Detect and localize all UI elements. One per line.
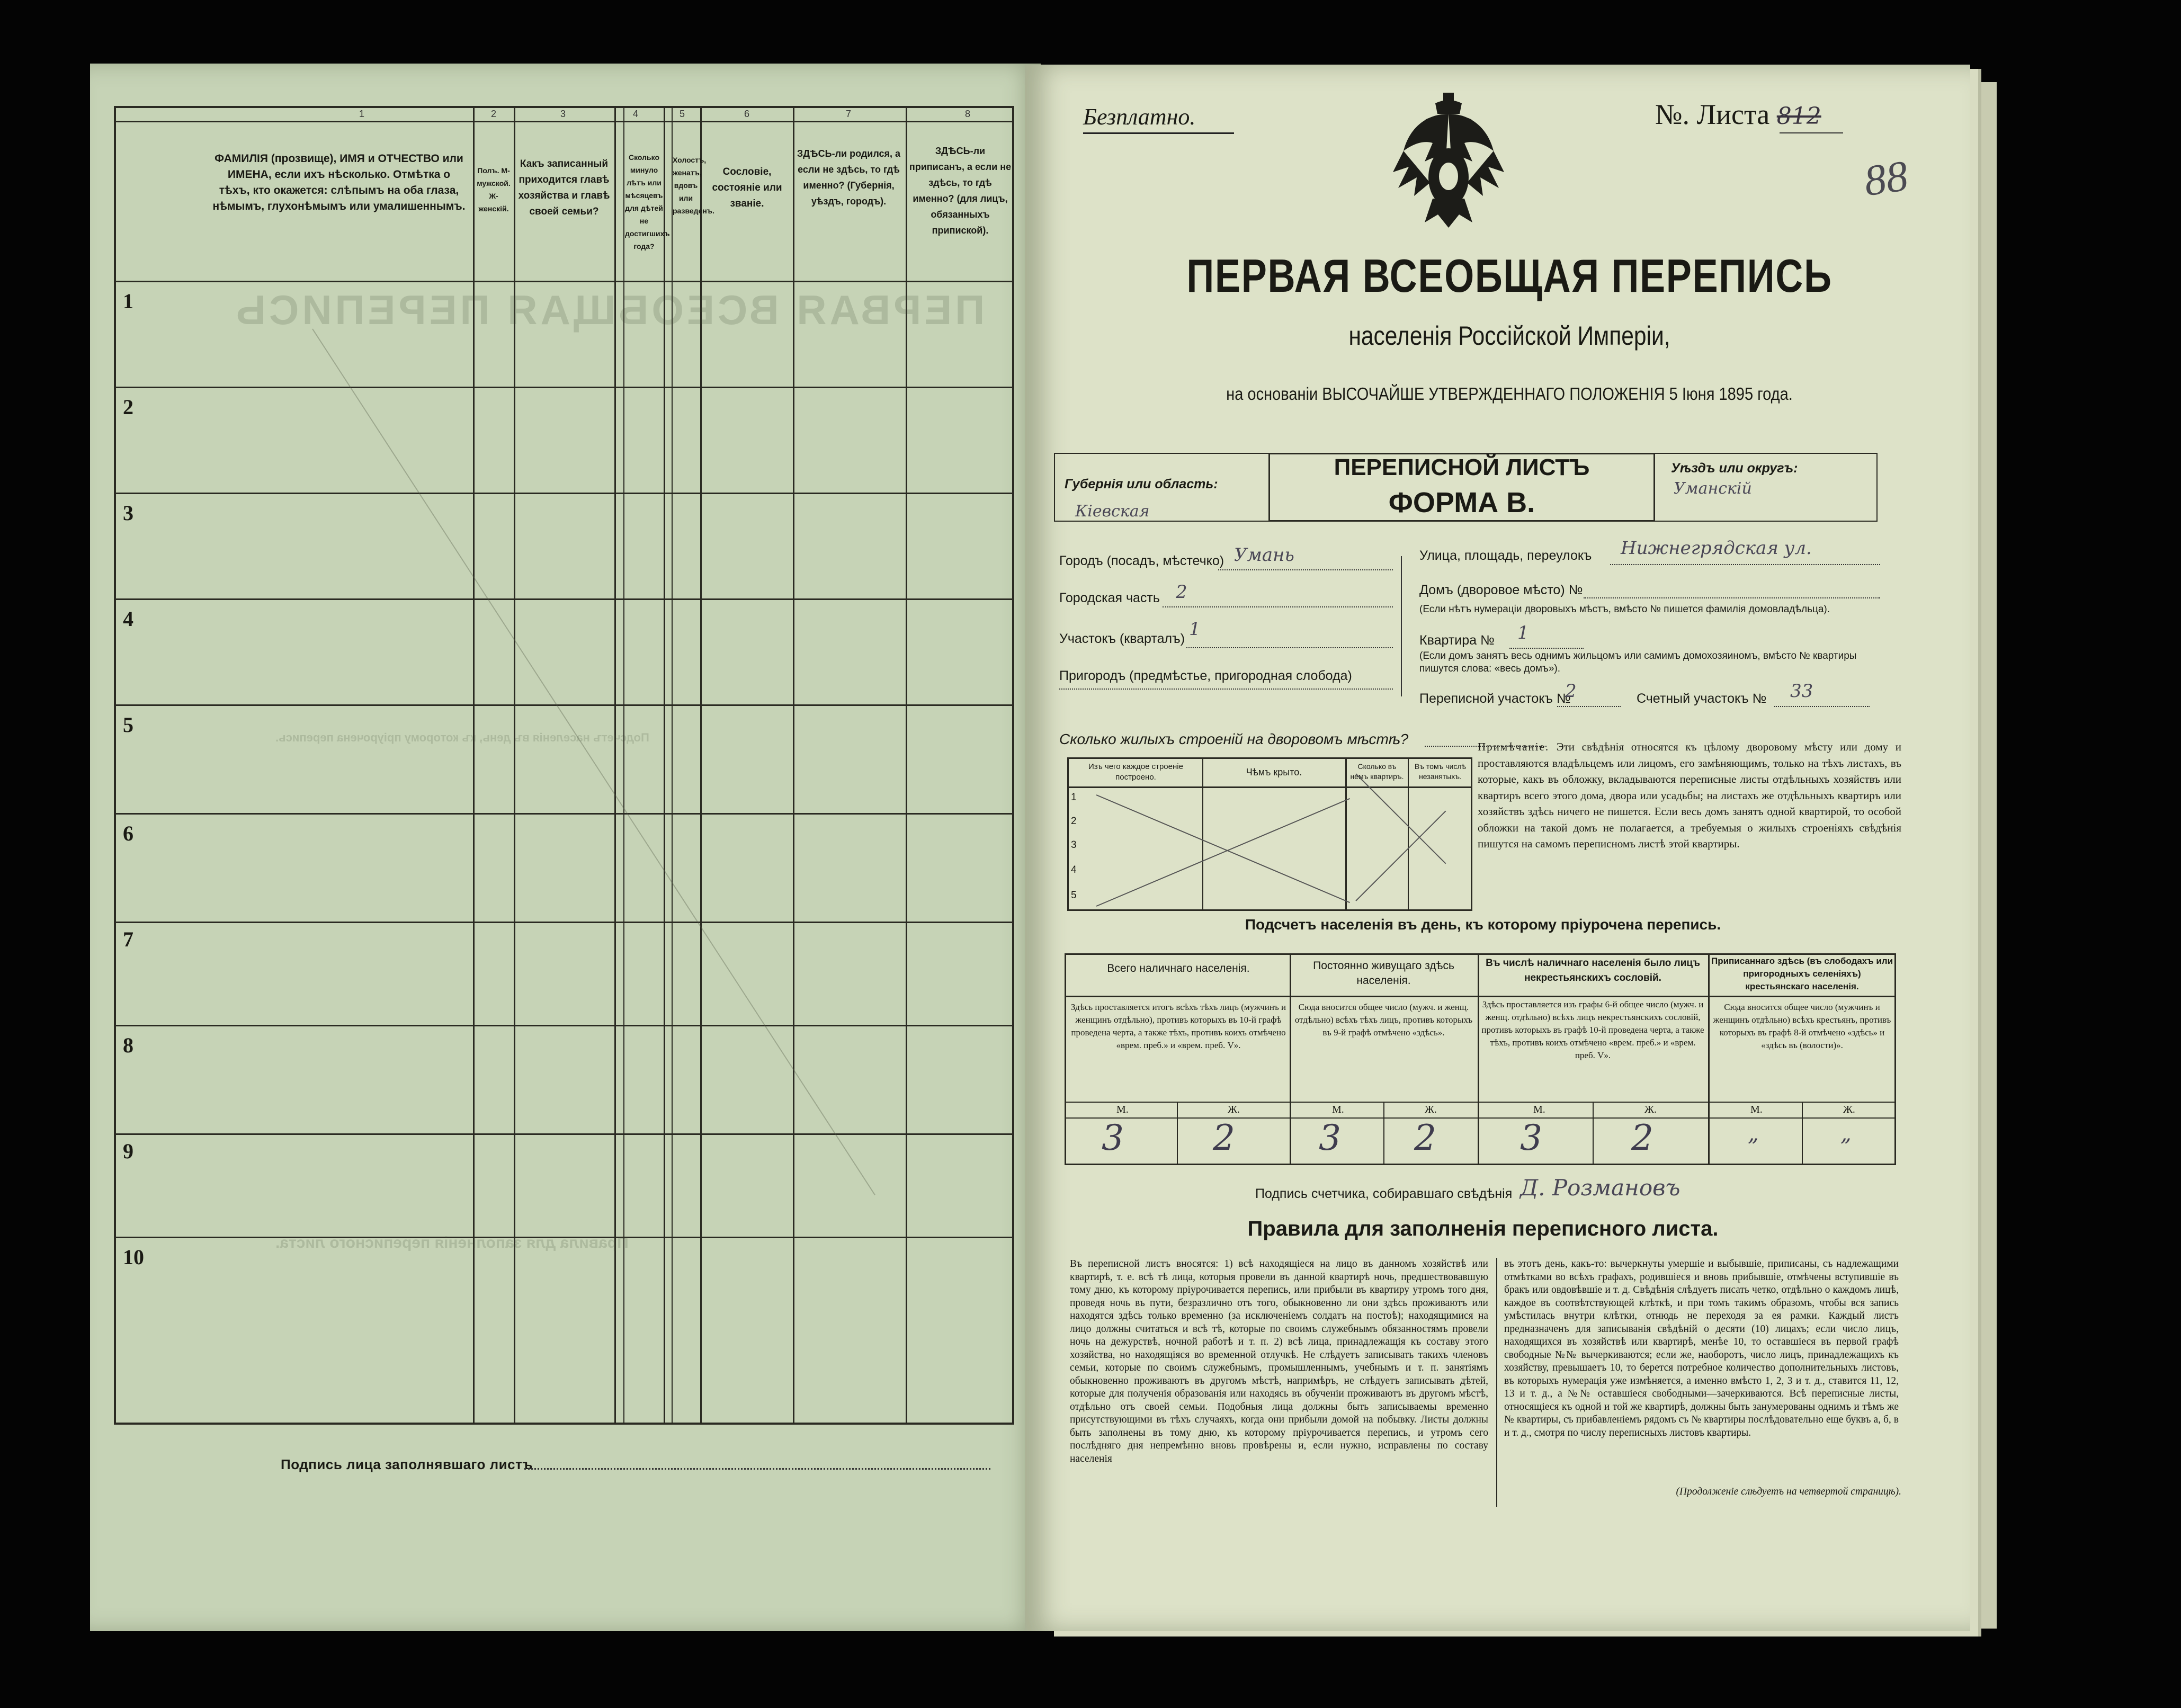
pop-col-text: Сюда вносится общее число (мужчинъ и женщинъ отдѣльно) всѣхъ крестьянъ, противъ которыхъ въ графѣ 8-й отмѣчено «здѣсь» и «здѣсь въ (волости)».: [1713, 1002, 1891, 1050]
pop-col-text: Здѣсь проставляется изъ графы 6-й общее число (мужч. и женщ. отдѣльно) всѣхъ лицъ некрестьянскихъ сословій, противъ которыхъ въ графѣ 10-й проведена черта, а также тѣхъ, противъ коихъ отмѣчено «врем. преб.» и «врем. преб. V».: [1481, 999, 1704, 1060]
row-number: 3: [123, 501, 133, 525]
perepis-uchastok-label: Переписной участокъ №: [1419, 691, 1571, 706]
column-number: 6: [744, 109, 750, 119]
city-value: Умань: [1234, 544, 1294, 566]
col2-header: Полъ. М-мужской. Ж-женскій.: [477, 166, 511, 213]
counter-signature: Д. Розмановъ: [1520, 1175, 1681, 1201]
column-number: 1: [359, 109, 365, 119]
pop-col-text: Сюда вносится общее число (мужч. и женщ. отдѣльно) всѣхъ тѣхъ лицъ, противъ которыхъ въ 9-й графѣ отмѣчено «здѣсь».: [1294, 1002, 1473, 1038]
pop-mf-divider: [1383, 1102, 1384, 1165]
row-rule: [114, 387, 1014, 388]
pop-heading: Подсчетъ населенія въ день, къ которому пріурочена перепись.: [1245, 916, 1721, 933]
uezd-value: Уманскій: [1674, 479, 1752, 498]
document-basis: на основаніи ВЫСОЧАЙШЕ УТВЕРЖДЕННАГО ПОЛОЖЕНІЯ 5 Іюня 1895 года.: [1226, 384, 1793, 404]
free-label: Безплатно.: [1083, 104, 1196, 130]
note-text: Эти свѣдѣнія относятся къ цѣлому дворовому мѣсту или дому и проставляются владѣльцемъ или лицомъ, его замѣняющимъ, только на тѣхъ листахъ, въ которые, какъ въ обложку, вкладываются переписные листы отдѣльныхъ хозяйствъ или квартиръ всего этого дома, двора или усадьбы; на листахъ же отдѣльныхъ квартиръ или хозяйствъ здѣсь ничего не пишется. Если весь домъ занятъ одной квартирой, то особой обложки на такой домъ не полагается, а требуемыя о жилыхъ строеніяхъ свѣдѣнія пишутся на самомъ переписномъ листѣ этой квартиры.: [1478, 740, 1901, 850]
address-divider: [1401, 556, 1402, 696]
schet-uchastok-line: [1774, 706, 1870, 707]
uezd-label: Уѣздъ или округъ:: [1671, 461, 1798, 476]
count-value: 3: [1520, 1117, 1542, 1158]
rules-continued: (Продолженіе слѣдуетъ на четвертой страницѣ).: [1676, 1486, 1901, 1497]
count-value: „: [1748, 1122, 1759, 1146]
sheet-number: [1655, 98, 1821, 131]
col8-header: ЗДѢСЬ-ли приписанъ, а если не здѣсь, то гдѣ именно? (для лицъ, обязанныхъ припиской).: [909, 146, 1012, 236]
uchastok-line: [1186, 647, 1393, 648]
city-part-value: 2: [1176, 582, 1187, 603]
column-number: 2: [491, 109, 497, 119]
row-number: 10: [123, 1245, 144, 1269]
pop-mf-divider: [1802, 1102, 1803, 1165]
uchastok-value: 1: [1189, 619, 1201, 640]
pop-header-rule: [1065, 996, 1896, 997]
count-value: 2: [1631, 1117, 1653, 1158]
buildings-row-number: 5: [1071, 890, 1077, 901]
mf-label: Ж.: [1228, 1104, 1240, 1115]
row-rule: [114, 922, 1014, 923]
row-number: 2: [123, 395, 133, 419]
city-line: [1218, 569, 1393, 570]
pop-col-text: Здѣсь проставляется итогъ всѣхъ тѣхъ лицъ (мужчинъ и женщинъ отдѣльно), противъ которыхъ въ 10-й графѣ проведена черта, а также тѣхъ, противъ коихъ отмѣчено «врем. преб.» и «врем. преб. V».: [1070, 1002, 1286, 1050]
count-value: 2: [1414, 1117, 1436, 1158]
column-number: 7: [846, 109, 852, 119]
column-number: 4: [633, 109, 639, 119]
count-value: „: [1840, 1122, 1852, 1146]
rules-divider: [1496, 1258, 1497, 1507]
gubernia-label: Губернія или область:: [1065, 477, 1218, 491]
mf-label: Ж.: [1644, 1104, 1657, 1115]
col7-header: ЗДѢСЬ-ли родился, а если не здѣсь, то гдѣ именно? (Губернія, уѣздъ, городъ).: [797, 148, 901, 207]
count-value: 3: [1319, 1117, 1341, 1158]
street-line: [1610, 564, 1880, 565]
free-underline: [1083, 132, 1234, 134]
signature-dotted-line: [524, 1468, 990, 1470]
buildings-col-header: Изъ чего каждое строеніе построено.: [1088, 762, 1183, 782]
buildings-row-number: 4: [1071, 864, 1077, 875]
pop-mf-divider: [1593, 1102, 1594, 1165]
prigorod-label: Пригородъ (предмѣстье, пригородная слобода): [1059, 668, 1352, 683]
row-rule: [114, 1133, 1014, 1135]
row-rule: [114, 598, 1014, 600]
gubernia-value: Кіевская: [1075, 502, 1150, 521]
header-bottom-rule: [114, 281, 1014, 282]
buildings-note: [1478, 739, 1901, 852]
form-subtitle: ФОРМА В.: [1388, 487, 1535, 518]
handwritten-mark: 88: [1861, 151, 1911, 205]
perepis-uchastok-line: [1557, 706, 1621, 707]
double-headed-eagle-icon: [1393, 93, 1504, 230]
count-value: 2: [1213, 1117, 1235, 1158]
prigorod-line: [1059, 688, 1393, 690]
count-value: 3: [1102, 1117, 1124, 1158]
document-subtitle: населенія Россійской Имперіи,: [1348, 321, 1670, 351]
pop-count-rule: [1065, 1117, 1896, 1119]
buildings-col-header: Въ томъ числѣ незанятыхъ.: [1414, 762, 1467, 781]
pop-col-divider: [1478, 953, 1479, 1165]
kvartira-line: [1509, 648, 1584, 649]
col4-header: Сколько минуло лѣтъ или мѣсяцевъ для дѣтей не достигшихъ года?: [625, 153, 670, 251]
pop-col-divider: [1290, 953, 1291, 1165]
row-number: 8: [123, 1033, 133, 1057]
street-label: Улица, площадь, переулокъ: [1419, 548, 1592, 563]
col5-header: Холостъ, женатъ, вдовъ или разведенъ.: [673, 156, 714, 215]
buildings-row-number: 2: [1071, 816, 1077, 827]
buildings-col-header: Чѣмъ крыто.: [1246, 767, 1302, 777]
buildings-table-divider: [1202, 757, 1203, 911]
pop-col-header: Всего наличнаго населенія.: [1107, 962, 1250, 974]
show-through-text: ПЕРВАЯ ВСЕОБЩАЯ ПЕРЕПИСЬ: [233, 287, 985, 333]
mf-label: М.: [1116, 1104, 1129, 1115]
row-number: 4: [123, 607, 133, 631]
pop-col-header: Приписаннаго здѣсь (въ слободахъ или пригородныхъ селеніяхъ) крестьянскаго населенія.: [1711, 956, 1893, 991]
uchastok-label: Участокъ (кварталъ): [1059, 631, 1185, 646]
column-number: 8: [965, 109, 971, 119]
show-through-text: Правила для заполненія переписного листа.: [275, 1234, 629, 1251]
row-rule: [114, 493, 1014, 494]
kvartira-note: (Если домъ занятъ весь однимъ жильцомъ или самимъ домохозяиномъ, вмѣсто № квартиры пишутся слова: «весь домъ»).: [1419, 650, 1857, 674]
buildings-table-divider: [1408, 757, 1409, 911]
document-title: ПЕРВАЯ ВСЕОБЩАЯ ПЕРЕПИСЬ: [1186, 249, 1833, 302]
pop-col-divider: [1708, 953, 1710, 1165]
schet-uchastok-label: Счетный участокъ №: [1637, 691, 1767, 706]
rules-column-2: въ этотъ день, какъ-то: вычеркнуты умершіе и выбывшіе, приписаны, съ надлежащими отмѣтками во всѣхъ графахъ, родившіеся и вновь прибывшіе, отмѣчены вступившіе въ бракъ или овдовѣвшіе и т. д. Свѣдѣнія слѣдуетъ писать четко, отдѣльно о каждомъ лицѣ, каждое въ соотвѣтствующей клѣткѣ, и при томъ такимъ образомъ, чтобы вся запись умѣстилась внутри клѣтки, отнюдь не переходя за ея рамки. Каждый листъ предназначенъ для записыванія свѣдѣній о десяти (10) лицахъ; если число лицъ, находящихся въ хозяйствѣ или квартирѣ, менѣе 10, то оставшіеся въ первой графѣ свободные №№ вычеркиваются; если же, наоборотъ, число лицъ, принадлежащихъ къ хозяйству, превышаетъ 10, то берется потребное количество дополнительныхъ листовъ, въ которыхъ нумерація уже измѣняется, а именно вмѣсто 1, 2, 3 и т. д., ставится 11, 12, 13 и т. д., а №№ оставшіеся свободными—зачеркиваются. Всѣ переписные листы, относящіеся къ одной и той же квартирѣ, должны быть занумерованы однимъ и тѣмъ же № квартиры, съ прибавленіемъ рядомъ съ № квартиры послѣдовательно еще буквъ а, б, в и т. д., смотря по числу переписныхъ листовъ квартиры.: [1504, 1258, 1899, 1438]
rules-heading: Правила для заполненія переписного листа.: [1247, 1217, 1719, 1240]
mf-label: Ж.: [1425, 1104, 1437, 1115]
buildings-question: Сколько жилыхъ строеній на дворовомъ мѣстѣ?: [1059, 731, 1409, 747]
row-number: 6: [123, 821, 133, 845]
col1-header: ФАМИЛІЯ (прозвище), ИМЯ и ОТЧЕСТВО или ИМЕНА, если ихъ нѣсколько. Отмѣтка о тѣхъ, кто окажется: слѣпымъ на оба глаза, нѣмымъ, глухонѣмымъ или умалишеннымъ.: [212, 153, 466, 212]
counter-signature-label: Подпись счетчика, собиравшаго свѣдѣнія: [1255, 1186, 1513, 1201]
column-number: 5: [680, 109, 685, 119]
city-part-line: [1163, 606, 1393, 607]
pop-col-header: Въ числѣ наличнаго населенія было лицъ некрестьянскихъ сословій.: [1486, 958, 1700, 983]
column-number: 3: [560, 109, 566, 119]
row-number: 1: [123, 289, 133, 313]
show-through-text: Подсчетъ населенія въ день, къ которому пріурочена перепись.: [275, 731, 649, 744]
filler-signature-label: Подпись лица заполнявшаго листъ: [281, 1456, 533, 1472]
kvartira-value: 1: [1517, 622, 1529, 643]
mf-label: М.: [1332, 1104, 1344, 1115]
row-rule: [114, 813, 1014, 815]
sheet-number-label: №. Листа: [1655, 99, 1770, 130]
mf-label: М.: [1750, 1104, 1763, 1115]
mf-label: Ж.: [1843, 1104, 1855, 1115]
row-rule: [114, 704, 1014, 706]
row-rule: [114, 1025, 1014, 1026]
buildings-table-divider: [1345, 757, 1347, 911]
city-label: Городъ (посадъ, мѣстечко): [1059, 553, 1224, 568]
schet-uchastok-value: 33: [1790, 681, 1813, 702]
street-value: Нижнегрядская ул.: [1621, 538, 1812, 559]
row-number: 7: [123, 927, 133, 951]
pop-mf-divider: [1177, 1102, 1178, 1165]
dom-line: [1584, 597, 1880, 598]
sheet-number-value: 812: [1776, 103, 1821, 130]
col3-header: Какъ записанный приходится главѣ хозяйства и главѣ своей семьи?: [518, 158, 610, 217]
dom-note: (Если нѣтъ нумераціи дворовыхъ мѣстъ, вмѣсто № пишется фамилія домовладѣльца).: [1419, 604, 1830, 615]
buildings-row-number: 3: [1071, 839, 1077, 851]
col6-header: Сословіе, состояніе или званіе.: [712, 166, 782, 209]
form-title: ПЕРЕПИСНОЙ ЛИСТЪ: [1334, 454, 1590, 480]
mf-label: М.: [1533, 1104, 1545, 1115]
pop-col-header: Постоянно живущаго здѣсь населенія.: [1313, 960, 1454, 987]
buildings-col-header: Сколько въ немъ квартиръ.: [1350, 762, 1404, 781]
buildings-row-number: 1: [1071, 792, 1077, 803]
buildings-table-header-rule: [1067, 786, 1472, 788]
row-number: 5: [123, 713, 133, 737]
note-label: Примѣчаніе.: [1478, 740, 1550, 753]
dom-label: Домъ (дворовое мѣсто) №: [1419, 583, 1583, 597]
row-number: 9: [123, 1139, 133, 1163]
pop-mf-rule: [1065, 1102, 1896, 1103]
header-top-rule: [114, 121, 1014, 122]
city-part-label: Городская часть: [1059, 591, 1160, 605]
kvartira-label: Квартира №: [1419, 633, 1495, 648]
rules-column-1: Въ переписной листъ вносятся: 1) всѣ находящіеся на лицо въ данномъ хозяйствѣ или квартирѣ, т. е. всѣ тѣ лица, которыя провели въ данной квартирѣ ночь, предшествовавшую тому дню, къ которому пріурочивается перепись, или прибыли въ квартиру утромъ того дня, проведя ночь въ пути, безразлично отъ того, обыкновенно ли они здѣсь проживаютъ или находятся здѣсь только временно (за исключеніемъ солдатъ на постоѣ); находящимися на лицо должны считаться и всѣ тѣ, которые по своимъ служебнымъ обязанностямъ провели ночь на дежурствѣ, ночной работѣ и т. п. 2) всѣ лица, принадлежащія къ составу этого хозяйства, но находящіяся во временной отлучкѣ. Не слѣдуетъ записывать такихъ членовъ семьи, которые по своимъ служебнымъ, промышленнымъ, учебнымъ и т. п. занятіямъ обыкновенно проживаютъ въ другомъ мѣстѣ, напримѣръ, не слѣдуетъ записывать дѣтей, которые для полученія образованія или находясь въ обученіи проживаютъ въ другомъ мѣстѣ, отдѣльно отъ своей семьи. Подобныя лица должны быть записываемы временно присутствующими въ тѣхъ случаяхъ, когда они прибыли домой на побывку. Листы должны быть заполнены въ тому дню, къ которому пріурочивается перепись, и утромъ сего послѣдняго дня непремѣнно вновь провѣрены и, если нужно, исправлены по составу населенія: [1070, 1258, 1488, 1464]
perepis-uchastok-value: 2: [1565, 681, 1577, 702]
sheet-number-underline: [1780, 132, 1843, 133]
